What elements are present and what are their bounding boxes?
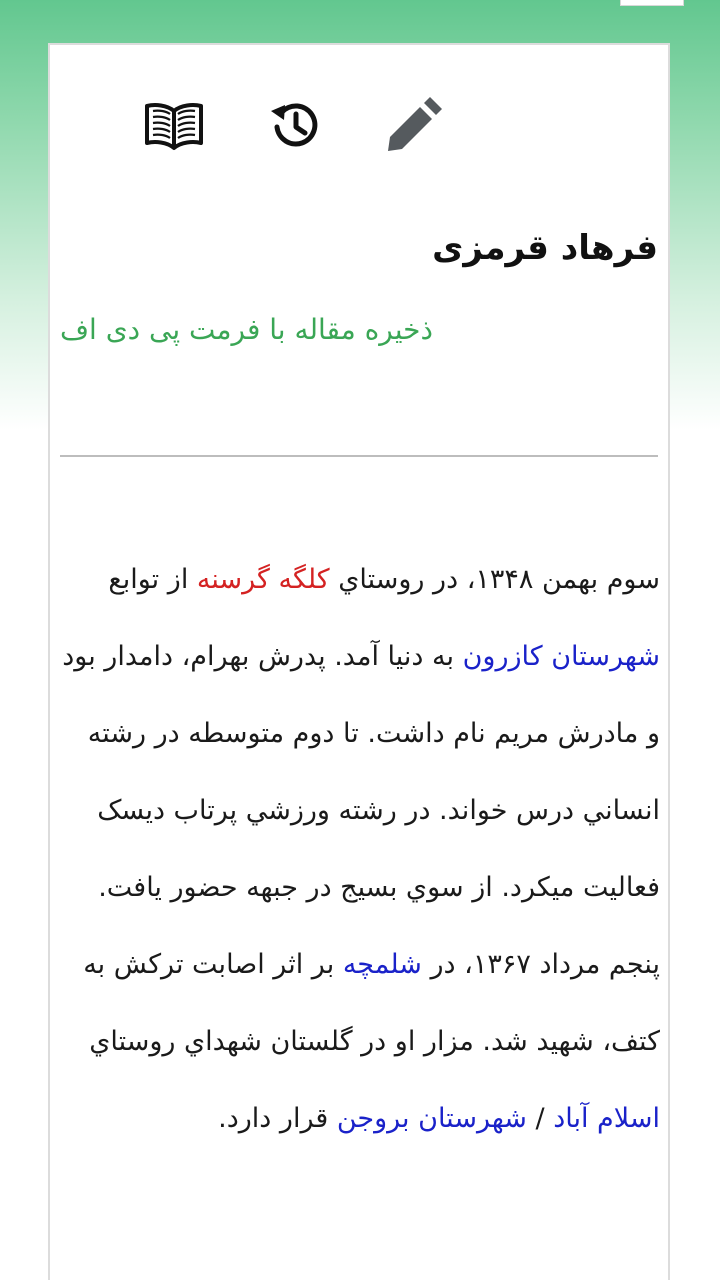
body-text: به دنيا آمد. پدرش بهرام، دامدار بود و مادرش مريم نام داشت. تا دوم متوسطه در رشته انساني درس خواند. در رشته ورزشي پرتاب ديسک فعاليت ميکرد. از سوي بسيج در جبهه حضور يافت. پنجم مرداد ۱۳۶۷، در [62,641,660,980]
body-text: سوم بهمن ۱۳۴۸، در روستاي [329,564,660,595]
county-link[interactable]: شهرستان کازرون [462,641,660,672]
edit-button[interactable] [380,93,444,157]
shalamcheh-link[interactable]: شلمچه [342,949,422,980]
pencil-edit-icon [382,95,442,155]
article-toolbar [140,93,460,157]
borujen-link[interactable]: شهرستان بروجن [336,1103,527,1134]
history-icon [266,97,322,153]
divider [60,455,658,457]
village-link[interactable]: کلگه گرسنه [196,564,330,595]
save-pdf-link[interactable]: ذخیره مقاله با فرمت پی دی اف [60,313,433,346]
article-body [60,541,660,1157]
body-text: / [526,1103,554,1134]
body-text: از توابع [108,564,197,595]
body-text: قرار دارد. [218,1103,337,1134]
eslamabad-link[interactable]: اسلام آباد [553,1103,660,1134]
top-tab[interactable] [620,0,684,6]
article-title: فرهاد قرمزی [432,228,658,268]
book-open-icon [143,99,205,151]
article-card [48,43,670,1280]
read-button[interactable] [142,93,206,157]
body-text: بر اثر اصابت ترکش به کتف، شهيد شد. مزار او در گلستان شهداي روستاي [83,949,660,1057]
history-button[interactable] [262,93,326,157]
